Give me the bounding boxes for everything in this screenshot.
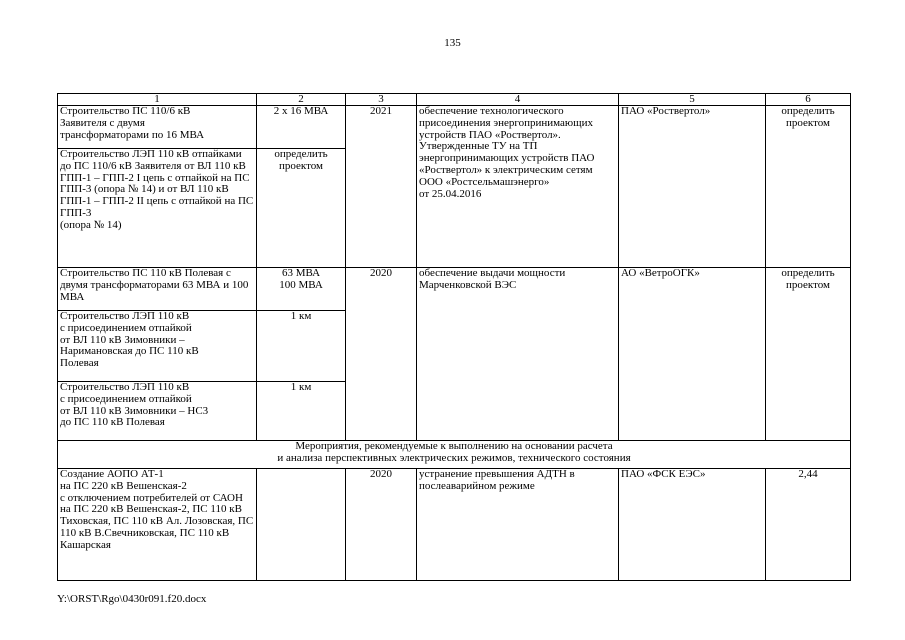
measures-table [57, 93, 851, 581]
measure-name: Строительство ЛЭП 110 кВ с присоединением отпайкой от ВЛ 110 кВ Зимовники – Наримановская до ПС 110 кВ Полевая [58, 311, 257, 382]
table-header-row [58, 94, 851, 106]
section-row [58, 441, 851, 469]
measure-name: Создание АОПО АТ-1 на ПС 220 кВ Вешенская-2 с отключением потребителей от САОН на ПС 220 кВ Вешенская-2, ПС 110 кВ Тиховская, ПС 110 кВ Ал. Лозовская, ПС 110 кВ В.Свечниковская, ПС 110 кВ Кашарская [58, 469, 257, 581]
measure-param: 1 км [257, 311, 346, 382]
measure-reason: обеспечение выдачи мощности Марченковской ВЭС [417, 268, 619, 441]
header-col-2: 2 [257, 94, 346, 106]
measure-reason: обеспечение технологического присоединения энергопринимающих устройств ПАО «Роствертол». Утвержденные ТУ на ТП энергопринимающих устройств ПАО «Роствертол» к электрическим сетям ООО «Ростсельмашэнерго» от 25.04.2016 [417, 106, 619, 268]
measure-year: 2020 [346, 268, 417, 441]
measure-param: 2 х 16 МВА [257, 106, 346, 149]
file-path-footer: Y:\ORST\Rgo\0430r091.f20.docx [57, 593, 207, 605]
measure-param: определить проектом [257, 149, 346, 268]
measure-organization: АО «ВетроОГК» [619, 268, 766, 441]
measure-year: 2021 [346, 106, 417, 268]
table-row [58, 268, 851, 311]
header-col-3: 3 [346, 94, 417, 106]
measure-cost: определить проектом [766, 106, 851, 268]
measure-year: 2020 [346, 469, 417, 581]
section-title: Мероприятия, рекомендуемые к выполнению на основании расчета и анализа перспективных электрических режимов, технического состояния [58, 441, 851, 469]
measure-organization: ПАО «ФСК ЕЭС» [619, 469, 766, 581]
measure-organization: ПАО «Роствертол» [619, 106, 766, 268]
header-col-5: 5 [619, 94, 766, 106]
table-row [58, 106, 851, 149]
measure-param [257, 469, 346, 581]
measure-name: Строительство ЛЭП 110 кВ с присоединением отпайкой от ВЛ 110 кВ Зимовники – НС3 до ПС 110 кВ Полевая [58, 382, 257, 441]
measure-name: Строительство ПС 110 кВ Полевая с двумя трансформаторами 63 МВА и 100 МВА [58, 268, 257, 311]
measure-cost: определить проектом [766, 268, 851, 441]
measure-reason: устранение превышения АДТН в послеаварийном режиме [417, 469, 619, 581]
header-col-1: 1 [58, 94, 257, 106]
measure-param: 1 км [257, 382, 346, 441]
measure-name: Строительство ЛЭП 110 кВ отпайками до ПС 110/6 кВ Заявителя от ВЛ 110 кВ ГПП-1 – ГПП-2 I цепь с отпайкой на ПС ГПП-3 (опора № 14) и от ВЛ 110 кВ ГПП-1 – ГПП-2 II цепь с отпайкой на ПС ГПП-3 (опора № 14) [58, 149, 257, 268]
measure-param: 63 МВА 100 МВА [257, 268, 346, 311]
header-col-6: 6 [766, 94, 851, 106]
table-row [58, 469, 851, 581]
header-col-4: 4 [417, 94, 619, 106]
page-number: 135 [444, 37, 461, 49]
measure-cost: 2,44 [766, 469, 851, 581]
measure-name: Строительство ПС 110/6 кВ Заявителя с двумя трансформаторами по 16 МВА [58, 106, 257, 149]
